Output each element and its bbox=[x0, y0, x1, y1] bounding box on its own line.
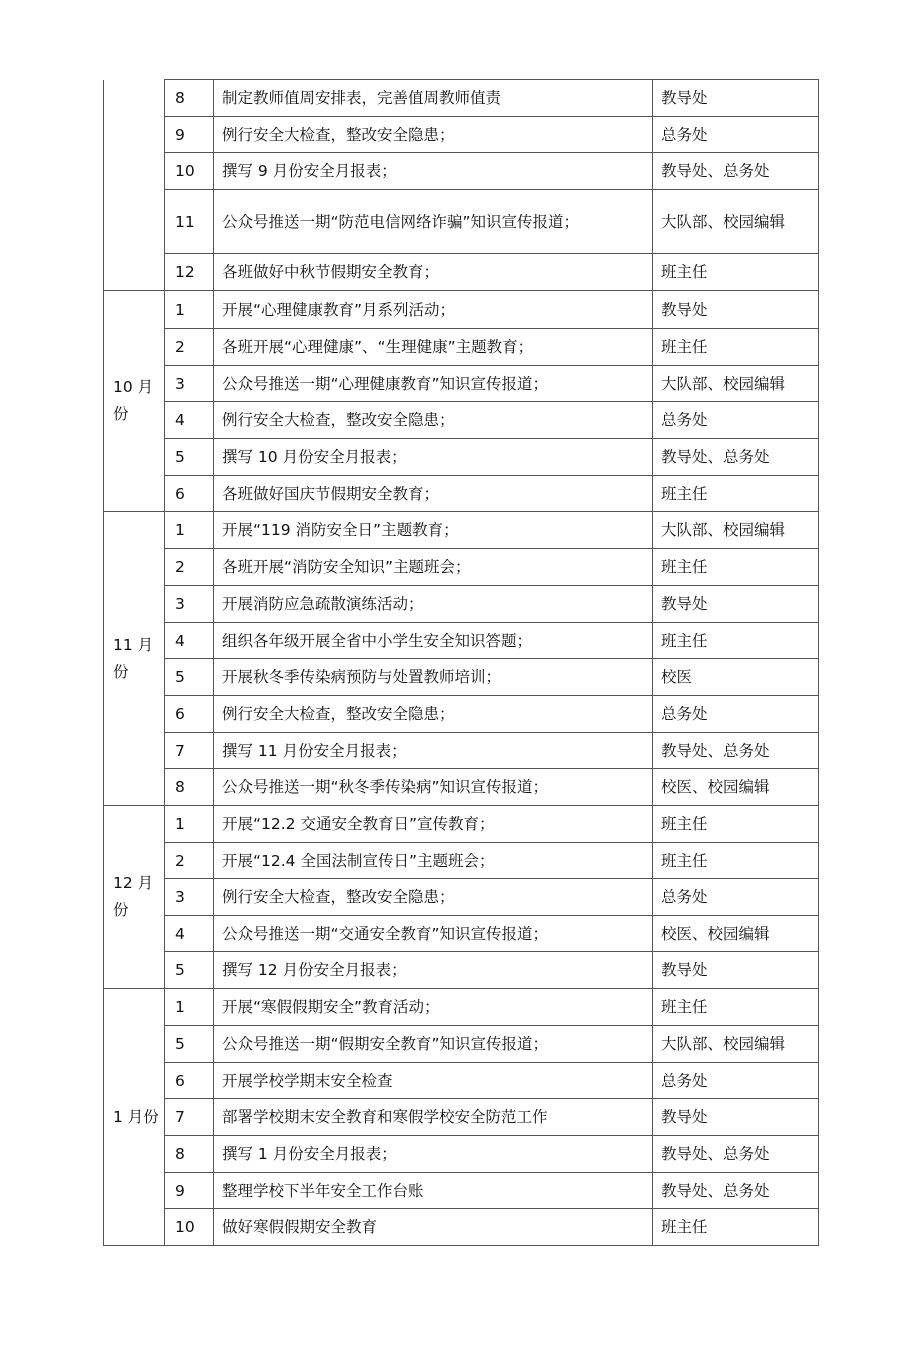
table-row bbox=[104, 254, 819, 291]
item-number-cell: 8 bbox=[165, 1136, 214, 1173]
task-cell: 部署学校期末安全教育和寒假学校安全防范工作 bbox=[214, 1099, 653, 1136]
table-row bbox=[104, 1209, 819, 1246]
department-cell: 总务处 bbox=[653, 879, 819, 916]
item-number-cell: 4 bbox=[165, 916, 214, 952]
table-row bbox=[104, 80, 819, 117]
table-row bbox=[104, 806, 819, 843]
table-row bbox=[104, 952, 819, 989]
department-cell: 教导处、总务处 bbox=[653, 439, 819, 476]
item-number-cell: 9 bbox=[165, 117, 214, 153]
item-number-cell: 6 bbox=[165, 476, 214, 512]
item-number-cell: 11 bbox=[165, 190, 214, 254]
task-cell: 例行安全大检查，整改安全隐患； bbox=[214, 402, 653, 439]
department-cell: 总务处 bbox=[653, 696, 819, 733]
item-number-cell: 1 bbox=[165, 291, 214, 329]
item-number-cell: 5 bbox=[165, 952, 214, 989]
department-cell: 班主任 bbox=[653, 843, 819, 879]
item-number-cell: 6 bbox=[165, 1063, 214, 1099]
task-cell: 撰写 10 月份安全月报表； bbox=[214, 439, 653, 476]
department-cell: 教导处 bbox=[653, 952, 819, 989]
department-cell: 总务处 bbox=[653, 1063, 819, 1099]
department-cell: 班主任 bbox=[653, 329, 819, 366]
item-number-cell: 8 bbox=[165, 769, 214, 806]
item-number-cell: 9 bbox=[165, 1173, 214, 1209]
task-cell: 各班做好中秋节假期安全教育； bbox=[214, 254, 653, 291]
task-cell: 撰写 1 月份安全月报表； bbox=[214, 1136, 653, 1173]
table-row bbox=[104, 190, 819, 254]
item-number-cell: 7 bbox=[165, 733, 214, 769]
department-cell: 大队部、校园编辑 bbox=[653, 512, 819, 549]
task-cell: 撰写 12 月份安全月报表； bbox=[214, 952, 653, 989]
task-cell: 制定教师值周安排表，完善值周教师值责 bbox=[214, 80, 653, 117]
department-cell: 校医、校园编辑 bbox=[653, 916, 819, 952]
department-cell: 总务处 bbox=[653, 402, 819, 439]
table-row bbox=[104, 402, 819, 439]
item-number-cell: 6 bbox=[165, 696, 214, 733]
table-row bbox=[104, 1099, 819, 1136]
month-cell: 12 月份 bbox=[104, 806, 165, 989]
table-row bbox=[104, 291, 819, 329]
table-row bbox=[104, 586, 819, 623]
item-number-cell: 12 bbox=[165, 254, 214, 291]
month-cell bbox=[104, 80, 165, 291]
table-row bbox=[104, 117, 819, 153]
item-number-cell: 3 bbox=[165, 586, 214, 623]
task-cell: 开展“心理健康教育”月系列活动； bbox=[214, 291, 653, 329]
task-cell: 各班开展“心理健康”、“生理健康”主题教育； bbox=[214, 329, 653, 366]
table-row bbox=[104, 439, 819, 476]
task-cell: 开展“寒假假期安全”教育活动； bbox=[214, 989, 653, 1026]
table-row bbox=[104, 696, 819, 733]
department-cell: 班主任 bbox=[653, 476, 819, 512]
department-cell: 总务处 bbox=[653, 117, 819, 153]
task-cell: 例行安全大检查，整改安全隐患； bbox=[214, 879, 653, 916]
item-number-cell: 5 bbox=[165, 1026, 214, 1063]
task-cell: 做好寒假假期安全教育 bbox=[214, 1209, 653, 1246]
task-cell: 公众号推送一期“心理健康教育”知识宣传报道； bbox=[214, 366, 653, 402]
item-number-cell: 1 bbox=[165, 512, 214, 549]
item-number-cell: 8 bbox=[165, 80, 214, 117]
task-cell: 撰写 11 月份安全月报表； bbox=[214, 733, 653, 769]
table-row bbox=[104, 1026, 819, 1063]
task-cell: 开展学校学期末安全检查 bbox=[214, 1063, 653, 1099]
item-number-cell: 10 bbox=[165, 1209, 214, 1246]
item-number-cell: 3 bbox=[165, 366, 214, 402]
department-cell: 教导处、总务处 bbox=[653, 733, 819, 769]
table-row bbox=[104, 916, 819, 952]
table-row bbox=[104, 989, 819, 1026]
department-cell: 班主任 bbox=[653, 623, 819, 659]
task-cell: 例行安全大检查，整改安全隐患； bbox=[214, 117, 653, 153]
item-number-cell: 2 bbox=[165, 843, 214, 879]
department-cell: 班主任 bbox=[653, 989, 819, 1026]
task-cell: 撰写 9 月份安全月报表； bbox=[214, 153, 653, 190]
department-cell: 班主任 bbox=[653, 806, 819, 843]
task-cell: 开展“119 消防安全日”主题教育； bbox=[214, 512, 653, 549]
item-number-cell: 3 bbox=[165, 879, 214, 916]
department-cell: 班主任 bbox=[653, 254, 819, 291]
department-cell: 大队部、校园编辑 bbox=[653, 1026, 819, 1063]
department-cell: 大队部、校园编辑 bbox=[653, 366, 819, 402]
department-cell: 大队部、校园编辑 bbox=[653, 190, 819, 254]
task-cell: 整理学校下半年安全工作台账 bbox=[214, 1173, 653, 1209]
department-cell: 教导处 bbox=[653, 80, 819, 117]
month-cell: 10 月份 bbox=[104, 291, 165, 512]
table-row bbox=[104, 476, 819, 512]
item-number-cell: 5 bbox=[165, 439, 214, 476]
task-cell: 例行安全大检查，整改安全隐患； bbox=[214, 696, 653, 733]
table-row bbox=[104, 659, 819, 696]
month-cell: 11 月份 bbox=[104, 512, 165, 806]
department-cell: 校医 bbox=[653, 659, 819, 696]
department-cell: 校医、校园编辑 bbox=[653, 769, 819, 806]
table-row bbox=[104, 1136, 819, 1173]
task-cell: 组织各年级开展全省中小学生安全知识答题； bbox=[214, 623, 653, 659]
task-cell: 公众号推送一期“防范电信网络诈骗”知识宣传报道； bbox=[214, 190, 653, 254]
table-row bbox=[104, 879, 819, 916]
task-cell: 公众号推送一期“交通安全教育”知识宣传报道； bbox=[214, 916, 653, 952]
item-number-cell: 1 bbox=[165, 989, 214, 1026]
task-cell: 公众号推送一期“假期安全教育”知识宣传报道； bbox=[214, 1026, 653, 1063]
table-row bbox=[104, 366, 819, 402]
item-number-cell: 4 bbox=[165, 623, 214, 659]
task-cell: 开展消防应急疏散演练活动； bbox=[214, 586, 653, 623]
table-row bbox=[104, 769, 819, 806]
task-cell: 公众号推送一期“秋冬季传染病”知识宣传报道； bbox=[214, 769, 653, 806]
department-cell: 教导处 bbox=[653, 586, 819, 623]
item-number-cell: 7 bbox=[165, 1099, 214, 1136]
schedule-table-body bbox=[104, 80, 819, 1246]
table-row bbox=[104, 512, 819, 549]
table-row bbox=[104, 329, 819, 366]
table-row bbox=[104, 623, 819, 659]
department-cell: 教导处 bbox=[653, 291, 819, 329]
table-row bbox=[104, 1173, 819, 1209]
safety-work-schedule-table bbox=[103, 79, 819, 1246]
department-cell: 教导处、总务处 bbox=[653, 153, 819, 190]
department-cell: 教导处、总务处 bbox=[653, 1173, 819, 1209]
table-row bbox=[104, 733, 819, 769]
item-number-cell: 4 bbox=[165, 402, 214, 439]
task-cell: 各班做好国庆节假期安全教育； bbox=[214, 476, 653, 512]
task-cell: 开展秋冬季传染病预防与处置教师培训； bbox=[214, 659, 653, 696]
item-number-cell: 2 bbox=[165, 329, 214, 366]
item-number-cell: 10 bbox=[165, 153, 214, 190]
task-cell: 各班开展“消防安全知识”主题班会； bbox=[214, 549, 653, 586]
table-row bbox=[104, 549, 819, 586]
table-row bbox=[104, 843, 819, 879]
department-cell: 班主任 bbox=[653, 1209, 819, 1246]
task-cell: 开展“12.2 交通安全教育日”宣传教育； bbox=[214, 806, 653, 843]
department-cell: 教导处、总务处 bbox=[653, 1136, 819, 1173]
department-cell: 班主任 bbox=[653, 549, 819, 586]
table-row bbox=[104, 153, 819, 190]
department-cell: 教导处 bbox=[653, 1099, 819, 1136]
item-number-cell: 1 bbox=[165, 806, 214, 843]
table-row bbox=[104, 1063, 819, 1099]
month-cell: 1 月份 bbox=[104, 989, 165, 1246]
item-number-cell: 5 bbox=[165, 659, 214, 696]
task-cell: 开展“12.4 全国法制宣传日”主题班会； bbox=[214, 843, 653, 879]
item-number-cell: 2 bbox=[165, 549, 214, 586]
